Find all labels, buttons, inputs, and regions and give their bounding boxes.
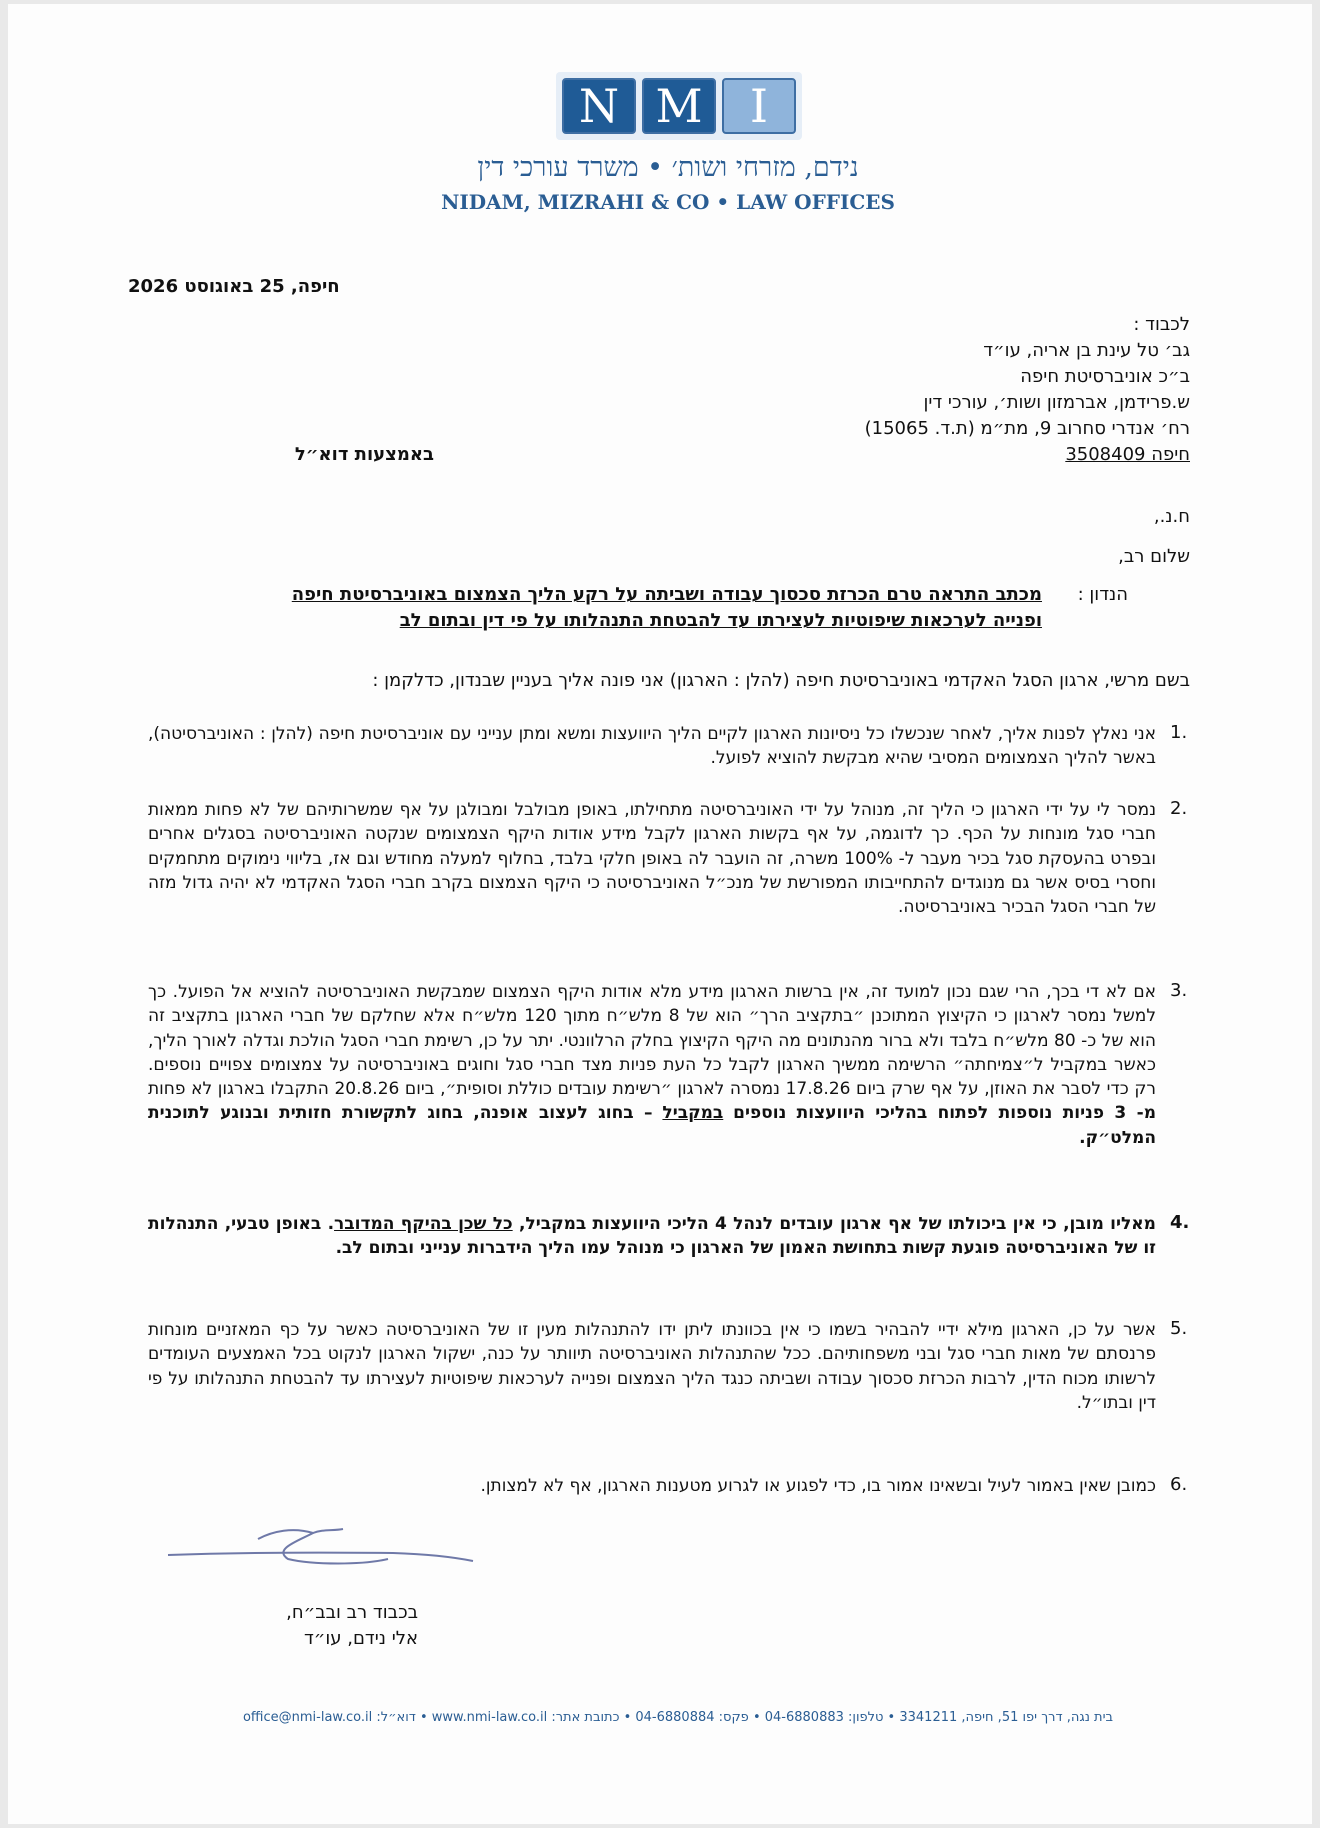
logo-letter-i: I: [722, 78, 796, 134]
paragraph-2: נמסר לי על ידי הארגון כי הליך זה, מנוהל על ידי האוניברסיטה מתחילתו, באופן מבולבל ומבולגן על אף שמשרותיהם של לא פחות ממאות חברי סגל מונחות על הכף. כך לדוגמה, על אף בקשות הארגון לקבל מידע אודות היקף הצמצומים שנקטה האוניברסיטה בסגלים אחרים ובפרט בהעסקת סגל בכיר מעבר ל- 100% משרה, זה הועבר לה באופן חלקי בלבד, בחלוף למעלה מחודש וגם אז, בליווי נימוקים מתחמקים וחסרי בסיס אשר גם מנוגדים להתחייבותו המפורשת של מנכ״ל האוניברסיטה כי היקף הצמצום בקרב חברי הסגל האקדמי לא יהיה גדול מזה של חברי הסגל הבכיר באוניברסיטה.: [148, 800, 1156, 918]
letter-footer: בית נגה, דרך יפו 51, חיפה, 3341211 • טלפון: 04-6880883 • פקס: 04-6880884 • כתובת אתר: www.nmi-law.co.il • דוא״ל: office@nmi-law.co.il: [242, 1710, 1114, 1725]
recipient-to: לכבוד :: [1133, 314, 1190, 335]
paragraph-3-bold-end: – בחוג לעצוב אופנה, בחוג לתקשורת חזותית ובנוגע לתוכנית המלט״ק.: [148, 1103, 1156, 1148]
recipient-role: ב״כ אוניברסיטת חיפה: [1020, 366, 1190, 387]
paragraph-3: [148, 980, 1156, 1150]
recipient-city: חיפה 3508409: [1065, 444, 1190, 465]
paragraph-number: 2.: [1170, 798, 1188, 819]
paragraph-number: 6.: [1170, 1474, 1188, 1495]
greeting-shalom: שלום רב,: [1118, 546, 1190, 567]
intro-text: בשם מרשי, ארגון הסגל האקדמי באוניברסיטת חיפה (להלן : הארגון) אני פונה אליך בעניין שבנדון, כדלקמן :: [372, 670, 1190, 691]
subject-line-2: ופנייה לערכאות שיפוטיות לעצירתו עד להבטחת התנהלותו על פי דין ובתום לב: [399, 610, 1042, 631]
recipient-address: רח׳ אנדרי סחרוב 9, מת״מ (ת.ד. 15065): [864, 418, 1190, 439]
paragraph-4: [148, 1212, 1156, 1261]
paragraph-5: אשר על כן, הארגון מילא ידיי להבהיר בשמו כי אין בכוונתו ליתן ידו להתנהלות מעין זו של האוניברסיטה כאשר על כף המאזניים מונחות פרנסתם של מאות חברי סגל ובני משפחותיהם. ככל שהתנהלות האוניברסיטה תיוותר על כנה, ישקול הארגון לנקוט בכל האמצעים העומדים לרשותו מכוח הדין, לרבות הכרזת סכסוך עבודה ושביתה כנגד הליך הצמצום ופנייה לערכאות שיפוטיות לעצירתו עד להבטחת התנהלותו על פי דין ובתו״ל.: [148, 1320, 1156, 1413]
recipient-firm: ש.פרידמן, אברמזון ושות׳, עורכי דין: [923, 392, 1190, 413]
paragraph-number: 1.: [1170, 722, 1188, 743]
paragraph-4-text: . באופן טבעי, התנהלות זו של האוניברסיטה פוגעת קשות בתחושת האמון של הארגון כי מנוהל עמו הליך הידברות ענייני ובתום לב.: [148, 1214, 1156, 1259]
firm-logo: [556, 72, 802, 140]
paragraph-6: כמובן שאין באמור לעיל ובשאינו אמור בו, כדי לפגוע או לגרוע מטענות הארגון, אף לא למצותן.: [480, 1476, 1156, 1496]
paragraph-1: אני נאלץ לפנות אליך, לאחר שנכשלו כל ניסיונות הארגון לקיים הליך היוועצות ומשא ומתן ענייני עם אוניברסיטת חיפה (להלן : האוניברסיטה), באשר להליך הצמצומים המסיבי שהיא מבקשת להוציא לפועל.: [148, 724, 1156, 769]
letter-page: [8, 4, 1312, 1824]
logo-letter-m: M: [642, 78, 716, 134]
paragraph-3-text: אם לא די בכך, הרי שגם נכון למועד זה, אין ברשות הארגון מידע מלא אודות היקף הצמצום שמבקשת האוניברסיטה להוציא אל הפועל. כך למשל נמסר לארגון כי הקיצוץ המתוכנן ״בתקציב הרך״ הוא של 8 מלש״ח מתוך 120 מלש״ח אלא שחלקם של חברי הארגון בתקציב זה הוא של כ- 80 מלש״ח בלבד ולא ברור מהנתונים מה היקף הקיצוץ בחלק הרלוונטי. יתר על כן, רשימת חברי הסגל הולכת וגדלה לאורך הליך, כאשר במקביל ל״צמיחתה״ הרשימה ממשיך הארגון לקבל כל העת פניות מצד חברי סגל וחוגים באוניברסיטה על צמצומים צפויים נוספים. רק כדי לסבר את האוזן, על אף שרק ביום 17.8.26 נמסרה לארגון ״רשימת עובדים כוללת וסופית״, ביום 20.8.26 התקבלו בארגון לא פחות: [148, 982, 1157, 1100]
subject-line-1: מכתב התראה טרם הכרזת סכסוך עבודה ושביתה על רקע הליך הצמצום באוניברסיטת חיפה: [291, 584, 1042, 605]
subject-label: הנדון :: [1077, 584, 1128, 605]
logo-letter-n: N: [562, 78, 636, 134]
paragraph-number: 4.: [1170, 1212, 1190, 1233]
letter-date: חיפה, 25 באוגוסט 2026: [128, 276, 340, 297]
paragraph-number: 3.: [1170, 980, 1188, 1001]
greeting-hn: ח.נ.,: [1153, 506, 1190, 527]
recipient-name: גב׳ טל עינת בן אריה, עו״ד: [983, 340, 1190, 361]
firm-name-hebrew: נידם, מזרחי ושות׳ • משרד עורכי דין: [477, 152, 859, 183]
paragraph-number: 5.: [1170, 1318, 1188, 1339]
delivery-method: באמצעות דוא״ל: [294, 444, 434, 465]
paragraph-3-bold: מ- 3 פניות נוספות לפתוח בהליכי היוועצות נוספים: [733, 1103, 1157, 1124]
paragraph-4-lead: מאליו מובן, כי אין ביכולתו של אף ארגון עובדים לנהל 4 הליכי היוועצות במקביל,: [518, 1214, 1156, 1234]
signer-name: אלי נידם, עו״ד: [303, 1628, 418, 1649]
paragraph-4-underlined: כל שכן בהיקף המדובר: [334, 1214, 513, 1234]
closing-line: בכבוד רב ובב״ח,: [286, 1602, 418, 1623]
paragraph-3-underlined: במקביל: [662, 1103, 724, 1124]
firm-name-english: NIDAM, MIZRAHI & CO • LAW OFFICES: [441, 190, 895, 214]
handwritten-signature-icon: [163, 1519, 483, 1579]
